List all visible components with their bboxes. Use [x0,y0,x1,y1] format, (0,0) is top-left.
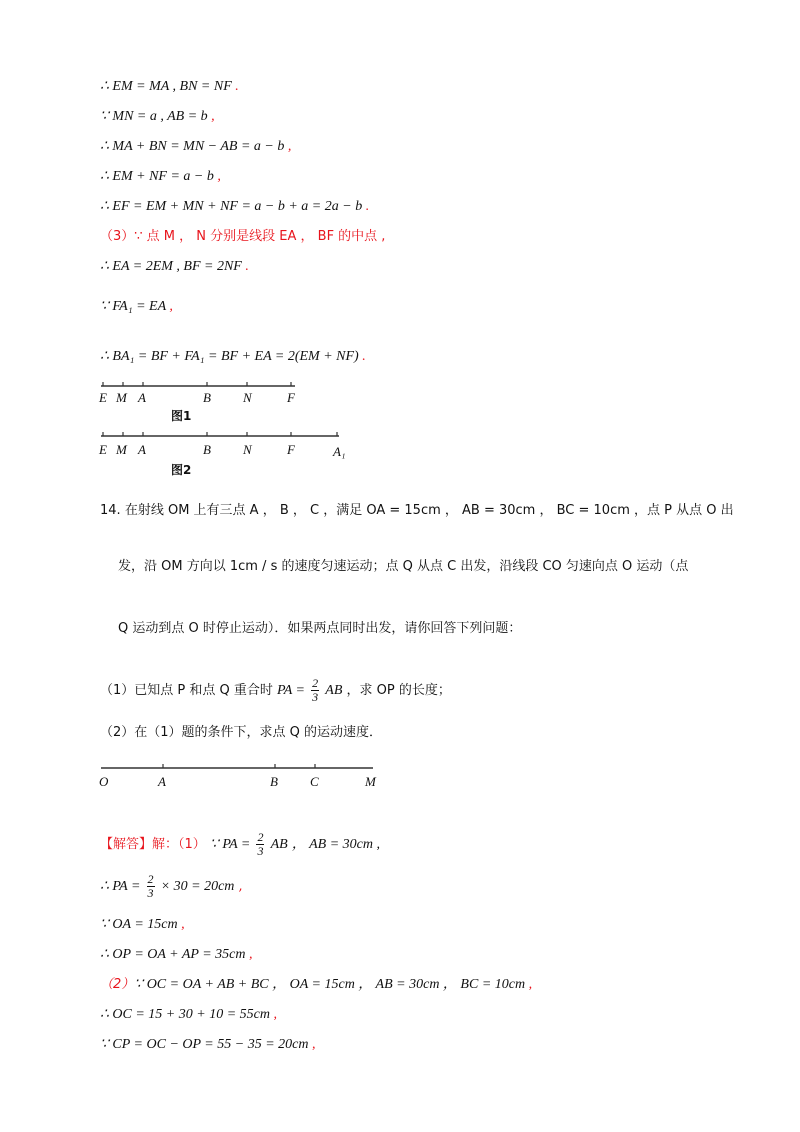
proof-line-3: ∴ MA + BN = MN − AB = a − b , [100,139,292,154]
problem-line-3: Q 运动到点 O 时停止运动）．如果两点同时出发，请你回答下列问题： [118,621,522,636]
proof-line-6: （3）∵ 点 M ， N 分别是线段 EA ， BF 的中点 , [100,229,386,244]
fig1-label-e: E [99,390,107,405]
fig2-label-a: A [138,442,146,457]
answer-fraction-1: $\frac{2}{3}$ [257,830,264,858]
fig2-label-b: B [203,442,211,457]
fig1-label-m: M [116,390,127,405]
problem-number: 14. [100,503,121,518]
proof-line-9: ∴ BA₁ = BF + FA₁ = BF + EA = 2(EM + NF) . [100,349,366,364]
proof-line-5: ∴ EF = EM + MN + NF = a − b + a = 2a − b . [100,199,370,214]
fig2-label-n: N [243,442,252,457]
q1-fraction: $\frac{2}{3}$ [312,676,319,704]
question-1: （1）已知点 P 和点 Q 重合时 PA = $\frac{2}{3}$ AB ，求 OP 的长度； [100,676,451,704]
fig2-label-e: E [99,442,107,457]
fig1-label-b: B [203,390,211,405]
proof-line-8: ∵ FA₁ = EA , [100,299,173,314]
figure-ray-om [95,760,395,794]
answer-line-3: ∵ OA = 15cm , [100,917,185,932]
answer-line-1: 【解答】解：（1） ∵ PA = $\frac{2}{3}$ AB ， AB = 30cm , [100,830,380,858]
ray-label-m: M [365,774,376,789]
fig1-label-n: N [243,390,252,405]
fig2-label-f: F [287,442,295,457]
figure-1 [95,378,325,426]
proof-line-1: ∴ EM = MA , BN = NF . [100,79,239,94]
fig1-caption: 图1 [171,409,192,423]
fig1-label-f: F [287,390,295,405]
answer-line-6: ∴ OC = 15 + 30 + 10 = 55cm , [100,1007,277,1022]
question-2: （2）在（1）题的条件下，求点 Q 的运动速度． [100,725,383,740]
proof-line-4: ∴ EM + NF = a − b , [100,169,221,184]
fig2-label-m: M [116,442,127,457]
problem-line-1: 14. 在射线 OM 上有三点 A ， B ， C ，满足 OA = 15cm ， AB = 30cm ， BC = 10cm ，点 P 从点 O 出 [100,503,734,518]
proof-line-2: ∵ MN = a , AB = b , [100,109,215,124]
answer-line-5: （2）∵ OC = OA + AB + BC ， OA = 15cm ， AB = 30cm ， BC = 10cm , [100,977,533,992]
ray-label-o: O [99,774,109,789]
fig2-label-a1: A₁ [333,444,346,459]
fig1-label-a: A [138,390,146,405]
ray-label-b: B [270,774,278,789]
problem-line-2: 发，沿 OM 方向以 1cm / s 的速度匀速运动；点 Q 从点 C 出发，沿线段 CO 匀速向点 O 运动（点 [118,559,689,574]
answer-heading: 【解答】解：（1） [100,837,206,852]
ray-label-a: A [158,774,166,789]
ray-label-c: C [310,774,319,789]
answer-fraction-2: $\frac{2}{3}$ [147,872,154,900]
answer-line-7: ∵ CP = OC − OP = 55 − 35 = 20cm , [100,1037,316,1052]
fig2-caption: 图2 [171,463,192,477]
answer-line-2: ∴ PA = $\frac{2}{3}$ × 30 = 20cm , [100,872,243,900]
answer-line-4: ∴ OP = OA + AP = 35cm , [100,947,253,962]
proof-line-7: ∴ EA = 2EM , BF = 2NF . [100,259,249,274]
figure-2 [95,428,365,478]
